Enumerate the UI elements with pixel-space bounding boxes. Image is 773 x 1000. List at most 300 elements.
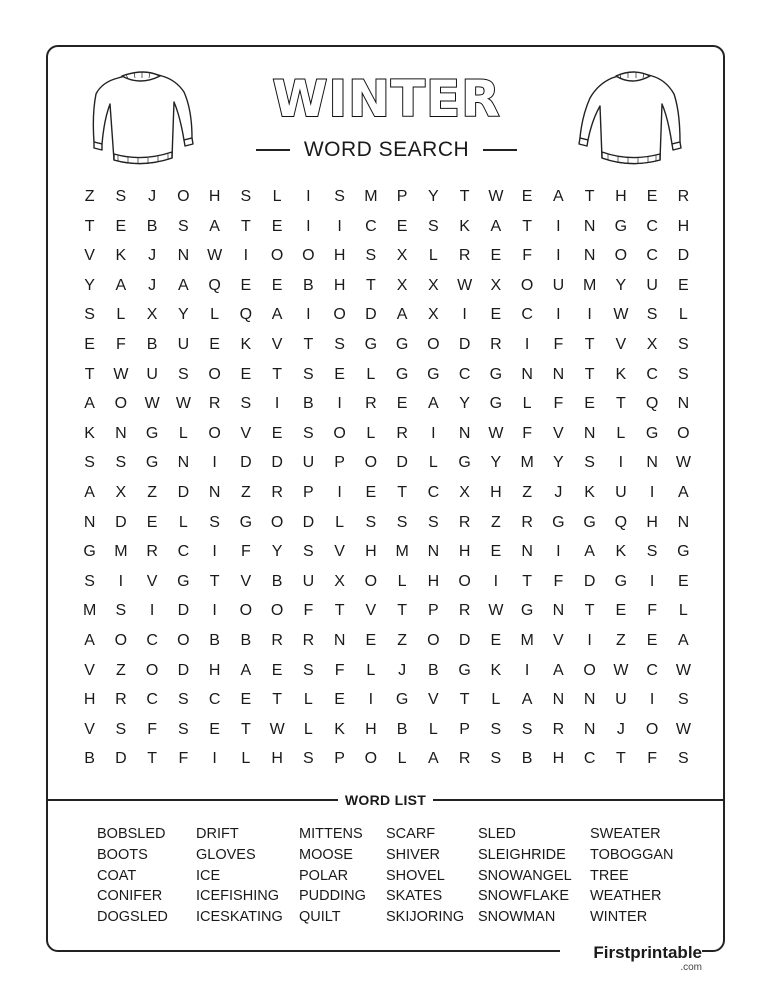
grid-letter: I [649,483,655,501]
grid-letter: I [306,188,311,205]
grid-letter: Z [615,631,626,649]
grid-letter: E [334,691,345,709]
grid-letter: S [584,454,595,472]
grid-letter: D [271,454,283,472]
grid-letter: V [428,691,439,709]
grid-letter: E [209,720,220,738]
grid-letter: V [240,572,252,590]
grid-letter: S [303,365,314,383]
grid-letter: R [521,513,533,531]
grid-letter: C [146,631,158,649]
grid-letter: K [584,483,595,501]
grid-letter: O [333,424,346,442]
grid-letter: X [646,335,658,353]
grid-letter: K [459,217,470,235]
grid-letter: S [521,720,533,738]
grid-letter: L [178,424,188,442]
grid-letter: T [615,395,626,413]
grid-letter: I [337,483,342,501]
grid-letter: A [84,631,95,649]
grid-letter: A [84,483,95,501]
word-list-item: MOOSE [299,846,353,863]
grid-letter: E [271,661,283,679]
word-list-item: DRIFT [196,826,239,842]
grid-letter: D [458,335,471,353]
grid-letter: H [333,247,346,265]
grid-letter: S [646,306,658,324]
grid-letter: E [396,217,408,235]
grid-letter: G [395,335,409,353]
grid-letter: L [522,395,532,413]
grid-letter: R [396,424,408,442]
grid-letter: T [272,365,283,383]
grid-letter: H [646,513,658,531]
grid-letter: S [646,543,658,561]
grid-letter: R [115,691,127,709]
grid-letter: Q [614,513,628,531]
grid-letter: A [428,395,439,413]
grid-letter: I [587,306,592,324]
grid-letter: O [583,661,596,679]
grid-letter: I [337,395,342,413]
grid-letter: I [431,424,436,442]
grid-letter: S [678,691,689,709]
grid-letter: F [522,424,533,442]
grid-letter: E [490,306,502,324]
grid-letter: H [208,188,221,205]
grid-letter: H [677,217,690,235]
grid-letter: I [556,217,561,235]
grid-letter: I [212,750,217,768]
grid-letter: F [647,602,658,620]
grid-letter: N [115,424,127,442]
grid-letter: F [522,247,533,265]
grid-letter: O [614,247,628,265]
grid-letter: O [520,276,534,294]
grid-letter: L [303,691,313,709]
grid-letter: Z [115,661,126,679]
grid-letter: U [146,365,158,383]
brand-domain: .com [680,962,702,973]
grid-letter: E [396,395,408,413]
grid-letter: I [149,602,155,620]
grid-letter: M [364,188,378,205]
grid-letter: L [178,513,188,531]
subtitle-rule-right [483,149,517,151]
grid-letter: R [458,602,471,620]
grid-letter: S [115,602,127,620]
grid-letter: T [84,365,95,383]
grid-letter: T [584,188,595,205]
grid-letter: N [583,691,596,709]
grid-letter: P [396,188,408,205]
grid-letter: F [553,395,564,413]
grid-letter: S [490,720,502,738]
grid-letter: N [677,513,690,531]
grid-letter: S [334,335,345,353]
grid-letter: I [212,602,217,620]
grid-letter: W [488,424,504,442]
grid-letter: S [115,188,127,205]
grid-letter: S [678,750,689,768]
grid-letter: G [145,424,159,442]
word-list-item: SHIVER [386,846,440,863]
grid-letter: S [303,661,314,679]
grid-letter: U [302,454,315,472]
grid-letter: N [583,424,596,442]
grid-letter: W [113,365,129,383]
grid-letter: I [274,395,280,413]
grid-letter: N [583,217,596,235]
grid-letter: A [521,691,533,709]
word-list-column [299,824,366,928]
grid-letter: M [582,276,597,294]
grid-letter: I [368,691,374,709]
grid-letter: L [428,720,438,738]
grid-letter: G [83,543,96,561]
grid-letter: A [428,750,439,768]
page-subtitle: WORD SEARCH [303,138,470,161]
word-list-item: POLAR [299,867,349,884]
grid-letter: L [491,691,501,709]
word-list-item: TREE [590,867,629,884]
grid-letter: D [177,483,190,501]
grid-letter: J [616,720,625,738]
grid-letter: J [148,247,157,265]
grid-letter: I [462,306,467,324]
grid-letter: U [646,276,658,294]
brand-logo [560,944,702,974]
grid-letter: Q [239,306,253,324]
grid-letter: B [303,395,314,413]
grid-letter: S [178,691,189,709]
grid-letter: T [240,720,251,738]
grid-letter: E [678,572,689,590]
grid-letter: E [490,247,502,265]
grid-letter: J [148,188,157,205]
word-list-item: QUILT [299,909,341,926]
grid-letter: V [615,335,627,353]
grid-letter: W [613,306,629,324]
grid-letter: C [646,247,658,265]
grid-letter: S [178,720,189,738]
grid-letter: I [337,217,342,235]
grid-letter: U [177,335,190,353]
grid-letter: S [303,424,314,442]
grid-letter: E [271,217,283,235]
grid-letter: S [428,217,439,235]
grid-letter: I [556,247,561,265]
grid-letter: O [114,395,128,413]
grid-letter: W [457,276,473,294]
grid-letter: B [146,217,158,235]
grid-letter: F [240,543,251,561]
grid-letter: V [84,247,95,265]
grid-letter: S [240,188,252,205]
grid-letter: G [177,572,190,590]
grid-letter: X [334,572,345,590]
grid-letter: Z [490,513,501,531]
grid-letter: P [334,750,345,768]
grid-letter: N [208,483,221,501]
grid-letter: S [334,188,345,205]
grid-letter: N [83,513,96,531]
grid-letter: R [458,247,471,265]
grid-letter: C [646,217,658,235]
brand-name: Firstprintable [593,943,702,962]
grid-letter: E [521,188,533,205]
grid-letter: L [366,424,376,442]
grid-letter: B [521,750,533,768]
grid-letter: X [396,276,408,294]
grid-letter: R [365,395,377,413]
grid-letter: D [115,750,127,768]
grid-letter: H [83,691,96,709]
grid-letter: M [520,631,534,649]
word-list-item: BOBSLED [97,826,166,842]
grid-letter: S [209,513,220,531]
grid-letter: O [427,631,440,649]
word-list-item: SNOWFLAKE [478,888,570,905]
grid-letter: I [524,661,530,679]
grid-letter: W [675,661,691,679]
grid-letter: P [303,483,314,501]
grid-letter: X [428,306,439,324]
grid-letter: Y [428,188,439,205]
word-list-item: ICESKATING [196,909,283,926]
grid-letter: R [302,631,315,649]
grid-letter: N [552,365,565,383]
grid-letter: J [398,661,407,679]
grid-letter: Y [615,276,627,294]
grid-letter: D [677,247,690,265]
grid-letter: A [84,395,95,413]
grid-letter: E [646,188,658,205]
grid-letter: D [115,513,127,531]
grid-letter: C [583,750,596,768]
grid-letter: U [552,276,565,294]
word-list-rule-right [433,799,725,801]
grid-letter: T [459,188,470,205]
grid-letter: N [177,247,190,265]
grid-letter: E [490,543,502,561]
grid-letter: A [396,306,408,324]
grid-letter: E [334,365,345,383]
grid-letter: L [210,306,220,324]
grid-letter: L [428,454,438,472]
grid-letter: C [208,691,221,709]
grid-letter: P [459,720,470,738]
grid-letter: V [84,661,95,679]
word-list-column [478,824,572,928]
grid-letter: A [553,661,564,679]
grid-letter: L [616,424,626,442]
word-list-column [386,824,464,928]
grid-letter: I [556,543,561,561]
grid-letter: L [678,306,688,324]
grid-letter: A [584,543,595,561]
grid-letter: O [364,454,378,472]
grid-letter: G [583,513,596,531]
grid-letter: S [365,247,377,265]
grid-letter: I [118,572,124,590]
grid-letter: E [271,276,283,294]
grid-letter: M [395,543,409,561]
grid-letter: N [177,454,190,472]
grid-letter: O [177,188,190,205]
grid-letter: D [240,454,252,472]
grid-letter: G [520,602,534,620]
grid-letter: S [490,750,502,768]
grid-letter: R [208,395,221,413]
word-list-item: SWEATER [590,826,661,842]
grid-letter: I [587,631,592,649]
grid-letter: E [490,631,502,649]
grid-letter: H [552,750,565,768]
grid-letter: O [364,572,378,590]
grid-letter: S [84,306,95,324]
grid-letter: G [145,454,159,472]
grid-letter: V [553,424,564,442]
grid-letter: E [115,217,127,235]
grid-letter: L [397,750,407,768]
grid-letter: F [178,750,189,768]
grid-letter: H [333,276,346,294]
grid-letter: X [146,306,158,324]
grid-letter: R [458,750,471,768]
grid-letter: T [584,365,595,383]
grid-letter: S [178,365,189,383]
grid-letter: R [490,335,502,353]
grid-letter: L [678,602,688,620]
grid-letter: T [522,217,533,235]
word-list-item: SCARF [386,826,436,842]
grid-letter: N [521,543,533,561]
grid-letter: Y [490,454,502,472]
grid-letter: K [115,247,127,265]
grid-letter: W [613,661,629,679]
grid-letter: K [490,661,502,679]
grid-letter: K [615,543,627,561]
grid-letter: B [240,631,252,649]
grid-letter: U [302,572,315,590]
grid-letter: R [458,513,471,531]
grid-letter: A [553,188,564,205]
grid-letter: W [488,602,504,620]
grid-letter: E [584,395,595,413]
grid-letter: M [114,543,128,561]
grid-letter: O [208,365,221,383]
grid-letter: J [148,276,157,294]
grid-letter: T [209,572,220,590]
word-list-item: TOBOGGAN [590,846,674,863]
grid-letter: S [84,454,95,472]
grid-letter: F [334,661,345,679]
grid-letter: L [366,365,376,383]
grid-letter: N [552,691,565,709]
grid-letter: A [178,276,189,294]
grid-letter: V [365,602,377,620]
grid-letter: W [675,720,691,738]
grid-letter: E [615,602,627,620]
grid-letter: I [556,306,561,324]
grid-letter: C [521,306,533,324]
grid-letter: N [583,720,596,738]
subtitle-rule-left [256,149,290,151]
grid-letter: T [272,691,283,709]
grid-letter: T [522,572,533,590]
grid-letter: G [395,365,409,383]
grid-letter: F [303,602,314,620]
grid-letter: C [646,661,658,679]
grid-letter: N [427,543,440,561]
grid-letter: S [84,572,95,590]
word-list [0,824,773,934]
grid-letter: R [271,483,283,501]
word-list-item: MITTENS [299,826,363,842]
grid-letter: U [615,691,627,709]
grid-letter: K [615,365,627,383]
grid-letter: W [269,720,285,738]
grid-letter: O [177,631,190,649]
word-list-column [590,824,674,928]
grid-letter: O [677,424,690,442]
grid-letter: O [270,247,284,265]
grid-letter: Q [645,395,659,413]
grid-letter: N [646,454,658,472]
grid-letter: Z [397,631,408,649]
grid-letter: S [678,335,689,353]
grid-letter: O [645,720,659,738]
grid-letter: B [146,335,158,353]
grid-letter: G [395,691,409,709]
grid-letter: C [458,365,471,383]
word-list-title: WORD LIST [344,792,427,808]
grid-letter: O [145,661,159,679]
subtitle-row [0,138,773,162]
grid-letter: V [553,631,564,649]
grid-letter: S [303,543,314,561]
word-list-column [97,824,168,928]
grid-letter: W [488,188,504,205]
grid-letter: A [678,631,689,649]
grid-letter: I [524,335,530,353]
grid-letter: B [271,572,283,590]
grid-letter: B [396,720,408,738]
word-list-item: WEATHER [590,888,662,905]
grid-letter: S [178,217,189,235]
grid-letter: I [212,543,217,561]
grid-letter: Y [553,454,564,472]
grid-letter: O [114,631,128,649]
grid-letter: H [458,543,471,561]
grid-letter: D [177,602,190,620]
grid-letter: Y [271,543,283,561]
grid-letter: O [270,602,284,620]
grid-letter: S [678,365,689,383]
grid-letter: Z [240,483,251,501]
grid-letter: B [84,750,95,768]
grid-letter: R [677,188,690,205]
word-list-item: SKATES [386,888,443,905]
grid-letter: U [615,483,627,501]
grid-letter: K [240,335,252,353]
grid-letter: H [271,750,283,768]
grid-letter: S [115,720,127,738]
grid-letter: E [646,631,658,649]
grid-letter: O [458,572,471,590]
grid-letter: L [335,513,345,531]
